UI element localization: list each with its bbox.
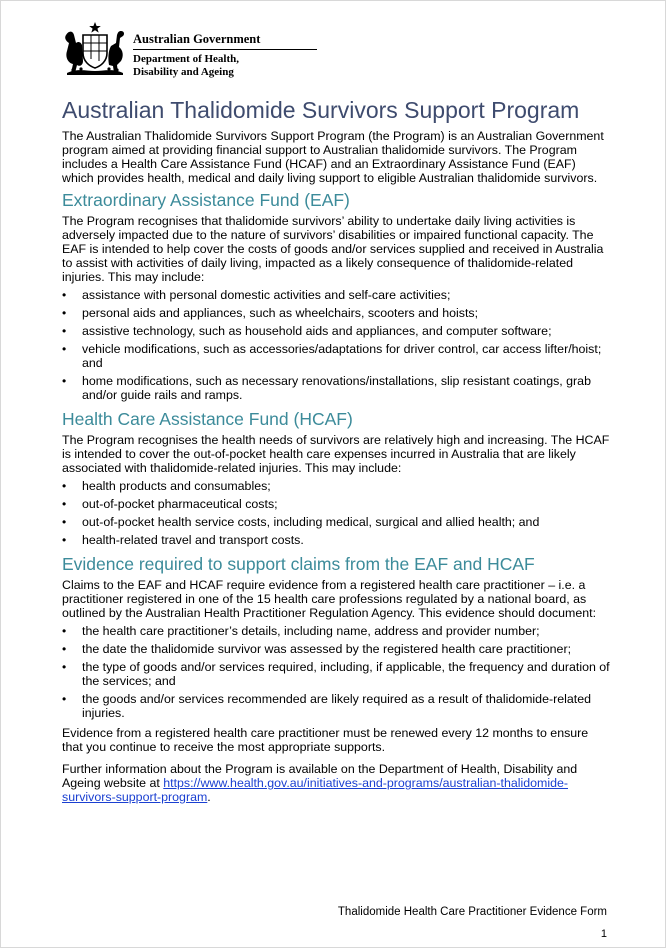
list-item: • home modifications, such as necessary renovations/installations, slip resistant coatings, grab and/or guide rails and ramps. [62,374,610,402]
department-name: Department of Health, [133,53,240,65]
list-item: • the goods and/or services recommended are likely required as a result of thalidomide-related injuries. [62,692,610,720]
government-logo [61,19,271,83]
evidence-paragraph: Claims to the EAF and HCAF require evidence from a registered health care practitioner – i.e. a practitioner registered in one of the 15 health care professions regulated by a national board, as outlined by the Australian Health Practitioner Regulation Agency. This evidence should document: [62,578,597,620]
further-info-paragraph [62,762,610,804]
hcaf-heading: Health Care Assistance Fund (HCAF) [62,409,353,429]
further-info-end: . [207,790,211,804]
evidence-list [62,624,610,720]
eaf-heading: Extraordinary Assistance Fund (EAF) [62,190,350,210]
list-item: • out-of-pocket pharmaceutical costs; [62,497,610,511]
renewal-paragraph: Evidence from a registered health care practitioner must be renewed every 12 months to ensure that you continue to receive the most appropriate supports. [62,726,589,754]
document-body [62,96,610,808]
hcaf-paragraph: The Program recognises the health needs of survivors are relatively high and increasing. The HCAF is intended to cover the out-of-pocket health care expenses incurred in Australia that are likely associated with thalidomide-related injuries. This may include: [62,433,610,475]
list-item: • the date the thalidomide survivor was assessed by the registered health care practitioner; [62,642,610,656]
evidence-heading: Evidence required to support claims from the EAF and HCAF [62,554,535,574]
eaf-paragraph: The Program recognises that thalidomide survivors’ ability to undertake daily living activities is adversely impacted due to the nature of survivors’ disabilities or impaired functional capacity. The EAF is intended to help cover the costs of goods and/or services supplied and received in Australia to assist with activities of daily living, impacted as a likely consequence of thalidomide-related injuries. This may include: [62,214,604,284]
page-number: 1 [600,928,607,940]
intro-paragraph: The Australian Thalidomide Survivors Support Program (the Program) is an Australian Government program aimed at providing financial support to Australian thalidomide survivors. The Program includes a Health Care Assistance Fund (HCAF) and an Extraordinary Assistance Fund (EAF) which provides health, medical and daily living support to eligible Australian thalidomide survivors. [62,129,604,185]
government-wordmark [133,19,319,79]
list-item: • out-of-pocket health service costs, including medical, surgical and allied health; and [62,515,610,529]
program-website-link[interactable]: https://www.health.gov.au/initiatives-and-programs/australian-thalidomide-survivors-support-program [62,776,568,804]
page-title: Australian Thalidomide Survivors Support Program [62,97,580,123]
list-item: • health-related travel and transport costs. [62,533,610,547]
hcaf-list [62,479,610,547]
list-item: • vehicle modifications, such as accessories/adaptations for driver control, car access lifter/hoist; and [62,342,610,370]
list-item: • the type of goods and/or services required, including, if applicable, the frequency and duration of the services; and [62,660,610,688]
list-item: • the health care practitioner’s details, including name, address and provider number; [62,624,610,638]
government-name: Australian Government [133,32,261,46]
list-item: • personal aids and appliances, such as wheelchairs, scooters and hoists; [62,306,610,320]
footer-form-title: Thalidomide Health Care Practitioner Evidence Form [337,906,607,918]
department-name-line2: Disability and Ageing [133,66,234,78]
logo-divider [133,49,317,50]
coat-of-arms-icon [61,21,129,77]
list-item: • health products and consumables; [62,479,610,493]
list-item: • assistance with personal domestic activities and self-care activities; [62,288,610,302]
eaf-list [62,288,610,402]
further-info-text: Further information about the Program is available on the Department of Health, Disability and Ageing website at [62,762,578,790]
list-item: • assistive technology, such as household aids and appliances, and computer software; [62,324,610,338]
